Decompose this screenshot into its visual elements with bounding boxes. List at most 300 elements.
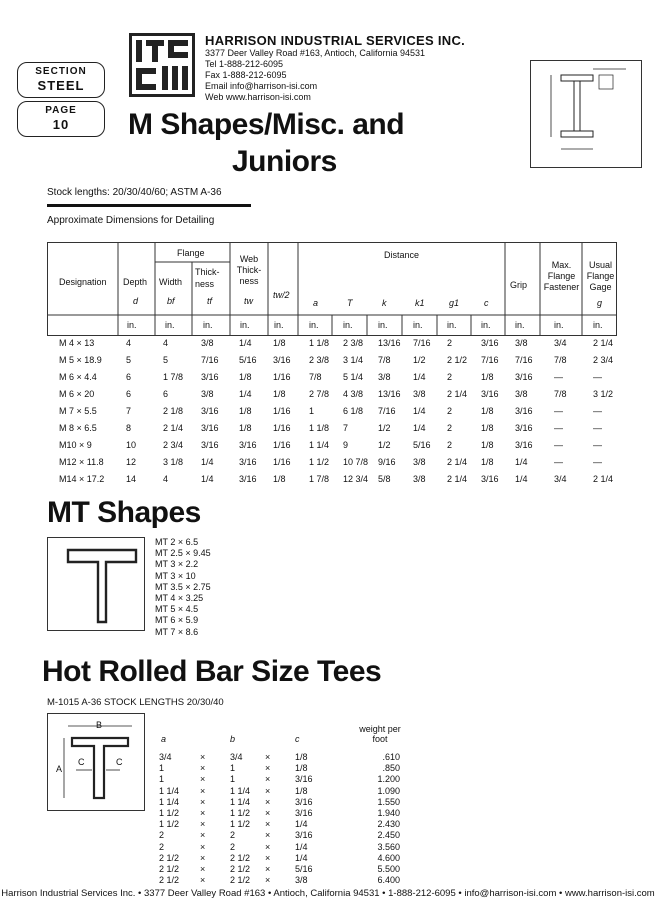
table-cell: 9: [343, 440, 349, 450]
table-cell: 3/8: [201, 338, 214, 348]
company-contact: [205, 48, 425, 103]
section-tag-line1: SECTION: [35, 66, 87, 77]
table-cell: 1: [309, 406, 315, 416]
table-cell: 8: [126, 423, 132, 433]
table-cell: 1/2: [413, 355, 426, 365]
times-sign: ×: [200, 785, 206, 796]
table-cell: 2: [447, 338, 453, 348]
table-cell: 7/16: [481, 355, 499, 365]
table-cell: —: [593, 457, 602, 467]
tees-cell: 1/4: [295, 852, 308, 863]
table-cell: 7/8: [309, 372, 322, 382]
tees-cell: 3/4: [159, 752, 172, 762]
table-cell: 2: [447, 423, 453, 433]
header-thick: Thick-ness: [195, 267, 220, 289]
unit-web: in.: [240, 320, 250, 330]
table-cell: 7: [126, 406, 132, 416]
table-cell: 6 1/8: [343, 406, 364, 416]
table-cell: 3 1/2: [593, 389, 614, 399]
times-sign: ×: [265, 774, 271, 785]
tees-cell: 1.550: [377, 796, 400, 807]
table-cell: 5/8: [378, 474, 391, 484]
table-cell: 1/8: [273, 389, 286, 399]
table-cell: 2 3/4: [163, 440, 184, 450]
table-cell: 1 1/2: [309, 457, 330, 467]
table-cell: M 6 × 4.4: [59, 372, 97, 382]
table-cell: 3/8: [378, 372, 391, 382]
tees-cell: 1 1/2: [159, 808, 180, 818]
table-row: [47, 372, 617, 386]
table-cell: 3/8: [413, 457, 426, 467]
table-cell: 1/8: [481, 440, 494, 450]
table-cell: —: [554, 372, 563, 382]
times-sign: ×: [200, 752, 206, 762]
tees-cell: 2 1/2: [159, 864, 180, 874]
header-g: g: [597, 298, 603, 308]
header-k: k: [382, 298, 387, 308]
tees-cell: 3/16: [295, 830, 313, 841]
table-cell: 5: [163, 355, 169, 365]
table-cell: 1/2: [378, 423, 391, 433]
unit-a: in.: [309, 320, 319, 330]
table-cell: 1/4: [201, 457, 214, 467]
mt-shape-item: MT 7 × 8.6: [155, 626, 199, 637]
table-cell: 3 1/4: [343, 355, 364, 365]
table-cell: 1/4: [413, 372, 426, 382]
table-row: [47, 406, 617, 420]
table-cell: 5/16: [239, 355, 257, 365]
header-grip: Grip: [510, 280, 528, 290]
table-cell: 2: [447, 406, 453, 416]
page-title-line2: Juniors: [232, 145, 337, 178]
unit-c: in.: [481, 320, 491, 330]
unit-g: in.: [593, 320, 603, 330]
unit-k1: in.: [413, 320, 423, 330]
table-cell: 13/16: [378, 389, 401, 399]
page-title-line1: M Shapes/Misc. and: [128, 108, 405, 141]
table-cell: 3/16: [239, 440, 257, 450]
table-cell: 7/8: [554, 355, 567, 365]
tee-label-A: A: [56, 764, 63, 774]
tees-cell: 1/8: [295, 785, 308, 796]
table-cell: 7/8: [378, 355, 391, 365]
table-cell: 5 1/4: [343, 372, 364, 382]
table-cell: 7/16: [201, 355, 219, 365]
times-sign: ×: [265, 752, 271, 762]
table-cell: 2 3/8: [309, 355, 330, 365]
tees-row: [155, 830, 410, 841]
header-usual-gage: Usual Flange Gage: [586, 260, 615, 292]
mt-shape-item: MT 6 × 5.9: [155, 615, 199, 626]
table-cell: 2 1/4: [447, 389, 468, 399]
times-sign: ×: [265, 852, 271, 863]
company-address: 3377 Deer Valley Road #163, Antioch, California 94531: [205, 48, 425, 58]
tees-row: [155, 864, 410, 875]
table-cell: M 6 × 20: [59, 389, 95, 399]
table-cell: 12: [126, 457, 137, 467]
table-row: [47, 423, 617, 437]
table-cell: 3/16: [201, 406, 219, 416]
table-cell: —: [554, 457, 563, 467]
table-cell: 3/16: [239, 474, 257, 484]
tees-cell: 3/16: [295, 808, 313, 818]
tees-cell: 1: [159, 774, 165, 785]
table-cell: 4: [163, 338, 169, 348]
company-name: HARRISON INDUSTRIAL SERVICES INC.: [205, 33, 466, 48]
tees-row: [155, 819, 410, 830]
header-a: a: [313, 298, 319, 308]
tees-cell: .850: [382, 763, 400, 774]
tees-header-c: c: [295, 734, 300, 744]
unit-width: in.: [165, 320, 175, 330]
table-cell: 1/16: [273, 423, 291, 433]
table-cell: 2 1/2: [447, 355, 468, 365]
times-sign: ×: [265, 796, 271, 807]
table-cell: 3/16: [481, 338, 499, 348]
table-cell: 2 1/4: [447, 474, 468, 484]
table-cell: 3/4: [554, 474, 567, 484]
table-cell: 1/4: [413, 406, 426, 416]
table-cell: 7/16: [413, 338, 431, 348]
company-email: Email info@harrison-isi.com: [205, 81, 318, 91]
tees-cell: 5/16: [295, 864, 313, 874]
tee-label-C-left: C: [78, 757, 85, 767]
tees-cell: 2 1/2: [230, 852, 251, 863]
tees-cell: 1: [230, 774, 236, 785]
tees-cell: 5.500: [377, 864, 400, 874]
tees-row: [155, 875, 410, 886]
unit-T: in.: [343, 320, 353, 330]
table-cell: 10 7/8: [343, 457, 369, 467]
mt-shapes-list: [155, 537, 211, 638]
table-cell: M 5 × 18.9: [59, 355, 102, 365]
table-cell: 3/8: [515, 338, 528, 348]
tees-cell: 1/4: [295, 819, 308, 830]
table-cell: 4: [163, 474, 169, 484]
header-T: T: [347, 298, 353, 308]
times-sign: ×: [200, 875, 206, 886]
divider: [47, 204, 251, 207]
header-designation: Designation: [59, 277, 107, 287]
tees-row: [155, 774, 410, 785]
table-cell: 3/16: [273, 355, 291, 365]
tees-cell: 2 1/2: [159, 852, 180, 863]
company-fax: Fax 1-888-212-6095: [205, 70, 287, 80]
table-cell: 1 7/8: [163, 372, 184, 382]
tees-cell: 1.090: [377, 785, 400, 796]
header-k1: k1: [415, 298, 425, 308]
table-cell: —: [593, 423, 602, 433]
times-sign: ×: [265, 875, 271, 886]
tees-cell: 1 1/4: [159, 796, 180, 807]
table-cell: 6: [163, 389, 169, 399]
table-cell: 6: [126, 372, 132, 382]
table-cell: 7/16: [378, 406, 396, 416]
table-cell: 2 7/8: [309, 389, 330, 399]
tees-cell: 1: [230, 763, 236, 774]
table-cell: 3/16: [201, 372, 219, 382]
table-cell: 3/4: [554, 338, 567, 348]
table-cell: 1/8: [481, 457, 494, 467]
table-cell: —: [554, 423, 563, 433]
tees-row: [155, 786, 410, 797]
table-cell: 12 3/4: [343, 474, 369, 484]
tees-cell: 1 1/2: [230, 819, 251, 830]
mt-shape-item: MT 2.5 × 9.45: [155, 548, 211, 559]
logo-mark-icon: [132, 36, 192, 94]
times-sign: ×: [265, 864, 271, 874]
tees-cell: 2: [159, 841, 165, 852]
tees-row: [155, 853, 410, 864]
table-cell: 3/16: [481, 474, 499, 484]
times-sign: ×: [200, 819, 206, 830]
tees-cell: 1 1/2: [159, 819, 180, 830]
times-sign: ×: [200, 852, 206, 863]
table-cell: —: [593, 440, 602, 450]
tees-cell: 3/16: [295, 774, 313, 785]
page-tag-line1: PAGE: [45, 105, 77, 116]
times-sign: ×: [265, 830, 271, 841]
times-sign: ×: [200, 796, 206, 807]
unit-depth: in.: [127, 320, 137, 330]
tee-diagram: [47, 713, 145, 811]
unit-g1: in.: [447, 320, 457, 330]
tee-label-B: B: [96, 720, 103, 730]
table-row: [47, 457, 617, 471]
mt-shapes-title: MT Shapes: [47, 496, 201, 529]
table-cell: 5: [126, 355, 132, 365]
tees-cell: 6.400: [377, 875, 400, 886]
tees-row: [155, 763, 410, 774]
table-cell: 1/8: [239, 406, 252, 416]
mt-shape-item: MT 2 × 6.5: [155, 537, 199, 547]
table-cell: 9/16: [378, 457, 396, 467]
table-cell: M 7 × 5.5: [59, 406, 97, 416]
table-cell: 2: [447, 372, 453, 382]
tees-cell: 2.430: [377, 819, 400, 830]
table-cell: 2 1/4: [593, 474, 614, 484]
mt-shape-item: MT 3 × 2.2: [155, 559, 199, 570]
table-cell: 1/16: [273, 372, 291, 382]
company-tel: Tel 1-888-212-6095: [205, 59, 284, 69]
mt-shape-item: MT 3.5 × 2.75: [155, 581, 211, 592]
header-g1: g1: [449, 298, 460, 308]
table-cell: 2 1/8: [163, 406, 184, 416]
table-cell: —: [593, 372, 602, 382]
header-depth: Depth: [123, 277, 148, 287]
times-sign: ×: [265, 819, 271, 830]
table-cell: 3 1/8: [163, 457, 184, 467]
header-c: c: [484, 298, 489, 308]
table-cell: 3/8: [515, 389, 528, 399]
tees-header-b: b: [230, 734, 236, 744]
times-sign: ×: [265, 841, 271, 852]
table-cell: 3/16: [515, 423, 533, 433]
table-row: [47, 338, 617, 352]
table-cell: 1/8: [481, 406, 494, 416]
table-cell: 1/4: [201, 474, 214, 484]
table-cell: 3/16: [201, 423, 219, 433]
tees-cell: 1: [159, 763, 165, 774]
times-sign: ×: [200, 763, 206, 774]
table-cell: 1/2: [378, 440, 391, 450]
table-cell: 2 3/8: [343, 338, 364, 348]
tees-cell: 2 1/2: [230, 864, 251, 874]
header-tw2: tw/2: [273, 290, 290, 300]
times-sign: ×: [200, 808, 206, 818]
mt-shape-item: MT 4 × 3.25: [155, 593, 204, 604]
table-row: [47, 474, 617, 488]
table-cell: 1/4: [515, 457, 528, 467]
tees-row: [155, 752, 410, 763]
table-cell: 3/16: [515, 406, 533, 416]
table-cell: 7: [343, 423, 349, 433]
table-cell: 3/16: [481, 389, 499, 399]
header-width: Width: [159, 277, 183, 287]
times-sign: ×: [265, 763, 271, 774]
tees-title: Hot Rolled Bar Size Tees: [42, 655, 382, 688]
dimension-table-header: [47, 242, 617, 336]
table-cell: 4: [126, 338, 132, 348]
mt-shape-diagram: [47, 537, 145, 631]
table-cell: 1/16: [273, 457, 291, 467]
approx-dimensions-label: Approximate Dimensions for Detailing: [47, 215, 215, 226]
table-cell: 1/4: [413, 423, 426, 433]
table-cell: 1/8: [239, 372, 252, 382]
tees-cell: 2: [230, 841, 236, 852]
table-cell: 2 1/4: [593, 338, 614, 348]
tees-header-weight: weight per foot: [359, 724, 401, 744]
tees-cell: 1 1/2: [230, 808, 251, 818]
times-sign: ×: [265, 785, 271, 796]
m-shape-diagram: [530, 60, 642, 168]
page-footer: Harrison Industrial Services Inc. • 3377 Deer Valley Road #163 • Antioch, California 94531 • 1-888-212-6095 • info@harrison-isi.com • www.harrison-isi.com: [1, 888, 655, 899]
table-cell: 14: [126, 474, 137, 484]
times-sign: ×: [200, 841, 206, 852]
tees-cell: 1.200: [377, 774, 400, 785]
tees-cell: 4.600: [377, 852, 400, 863]
header-web-sym: tw: [244, 296, 253, 306]
table-cell: 1/4: [239, 389, 252, 399]
table-cell: 1/16: [273, 440, 291, 450]
table-cell: 7/8: [554, 389, 567, 399]
table-cell: M 4 × 13: [59, 338, 95, 348]
table-cell: 4 3/8: [343, 389, 364, 399]
header-thick-sym: tf: [207, 296, 213, 306]
table-row: [47, 389, 617, 403]
table-cell: 1/16: [273, 406, 291, 416]
unit-max: in.: [554, 320, 564, 330]
table-cell: M10 × 9: [59, 440, 92, 450]
times-sign: ×: [265, 808, 271, 818]
table-cell: M 8 × 6.5: [59, 423, 97, 433]
tees-cell: .610: [382, 752, 400, 762]
tees-cell: 2 1/2: [159, 875, 180, 886]
table-cell: 3/8: [201, 389, 214, 399]
header-depth-sym: d: [133, 296, 139, 306]
times-sign: ×: [200, 830, 206, 841]
mt-shape-item: MT 5 × 4.5: [155, 604, 199, 615]
table-row: [47, 355, 617, 369]
tees-cell: 1 1/4: [230, 785, 251, 796]
page-tag: [17, 101, 105, 137]
table-cell: 7/16: [515, 355, 533, 365]
header-flange: Flange: [177, 248, 205, 258]
section-tag-line2: STEEL: [37, 78, 85, 93]
tees-cell: 2.450: [377, 830, 400, 841]
table-cell: 3/16: [201, 440, 219, 450]
table-cell: 3/16: [239, 457, 257, 467]
section-tag: [17, 62, 105, 98]
tees-cell: 1 1/4: [230, 796, 251, 807]
table-row: [47, 440, 617, 454]
tees-cell: 1/4: [295, 841, 308, 852]
tees-cell: 2: [159, 830, 165, 841]
table-cell: —: [593, 406, 602, 416]
table-cell: —: [554, 406, 563, 416]
company-web: Web www.harrison-isi.com: [205, 92, 311, 102]
table-cell: —: [554, 440, 563, 450]
table-cell: 3/16: [515, 440, 533, 450]
tees-cell: 3/4: [230, 752, 243, 762]
table-cell: 1/8: [481, 372, 494, 382]
tees-row: [155, 842, 410, 853]
tees-header-a: a: [161, 734, 167, 744]
company-logo: [129, 33, 195, 97]
tees-row: [155, 797, 410, 808]
header-distance: Distance: [384, 250, 420, 260]
table-cell: 10: [126, 440, 137, 450]
unit-tw2: in.: [274, 320, 284, 330]
table-cell: 1/8: [239, 423, 252, 433]
table-cell: 6: [126, 389, 132, 399]
table-cell: 5/16: [413, 440, 431, 450]
tees-cell: 1.940: [377, 808, 400, 818]
page-tag-line2: 10: [52, 117, 70, 132]
stock-lengths: Stock lengths: 20/30/40/60; ASTM A-36: [47, 187, 222, 198]
times-sign: ×: [200, 864, 206, 874]
tees-cell: 2 1/2: [230, 875, 251, 886]
tees-cell: 1 1/4: [159, 785, 180, 796]
tees-cell: 3.560: [377, 841, 400, 852]
tees-row: [155, 808, 410, 819]
mt-shape-item: MT 3 × 10: [155, 570, 196, 581]
table-cell: 2 1/4: [447, 457, 468, 467]
table-cell: M12 × 11.8: [59, 457, 104, 467]
table-cell: 1/8: [273, 338, 286, 348]
tees-cell: 1/8: [295, 763, 308, 774]
table-cell: 2 1/4: [163, 423, 184, 433]
table-cell: 2 3/4: [593, 355, 614, 365]
table-cell: 1/4: [239, 338, 252, 348]
unit-thick: in.: [203, 320, 213, 330]
unit-grip: in.: [515, 320, 525, 330]
unit-k: in.: [378, 320, 388, 330]
table-cell: 1/4: [515, 474, 528, 484]
table-cell: M14 × 17.2: [59, 474, 105, 484]
table-cell: 2: [447, 440, 453, 450]
table-cell: 1 1/8: [309, 423, 330, 433]
tee-label-C-right: C: [116, 757, 123, 767]
table-cell: 3/8: [413, 474, 426, 484]
times-sign: ×: [200, 774, 206, 785]
header-width-sym: bf: [167, 296, 175, 306]
tees-cell: 1/8: [295, 752, 308, 762]
table-cell: 1/8: [481, 423, 494, 433]
header-web: Web Thick-ness: [236, 254, 262, 286]
table-cell: 3/16: [515, 372, 533, 382]
table-cell: 1 1/8: [309, 338, 330, 348]
